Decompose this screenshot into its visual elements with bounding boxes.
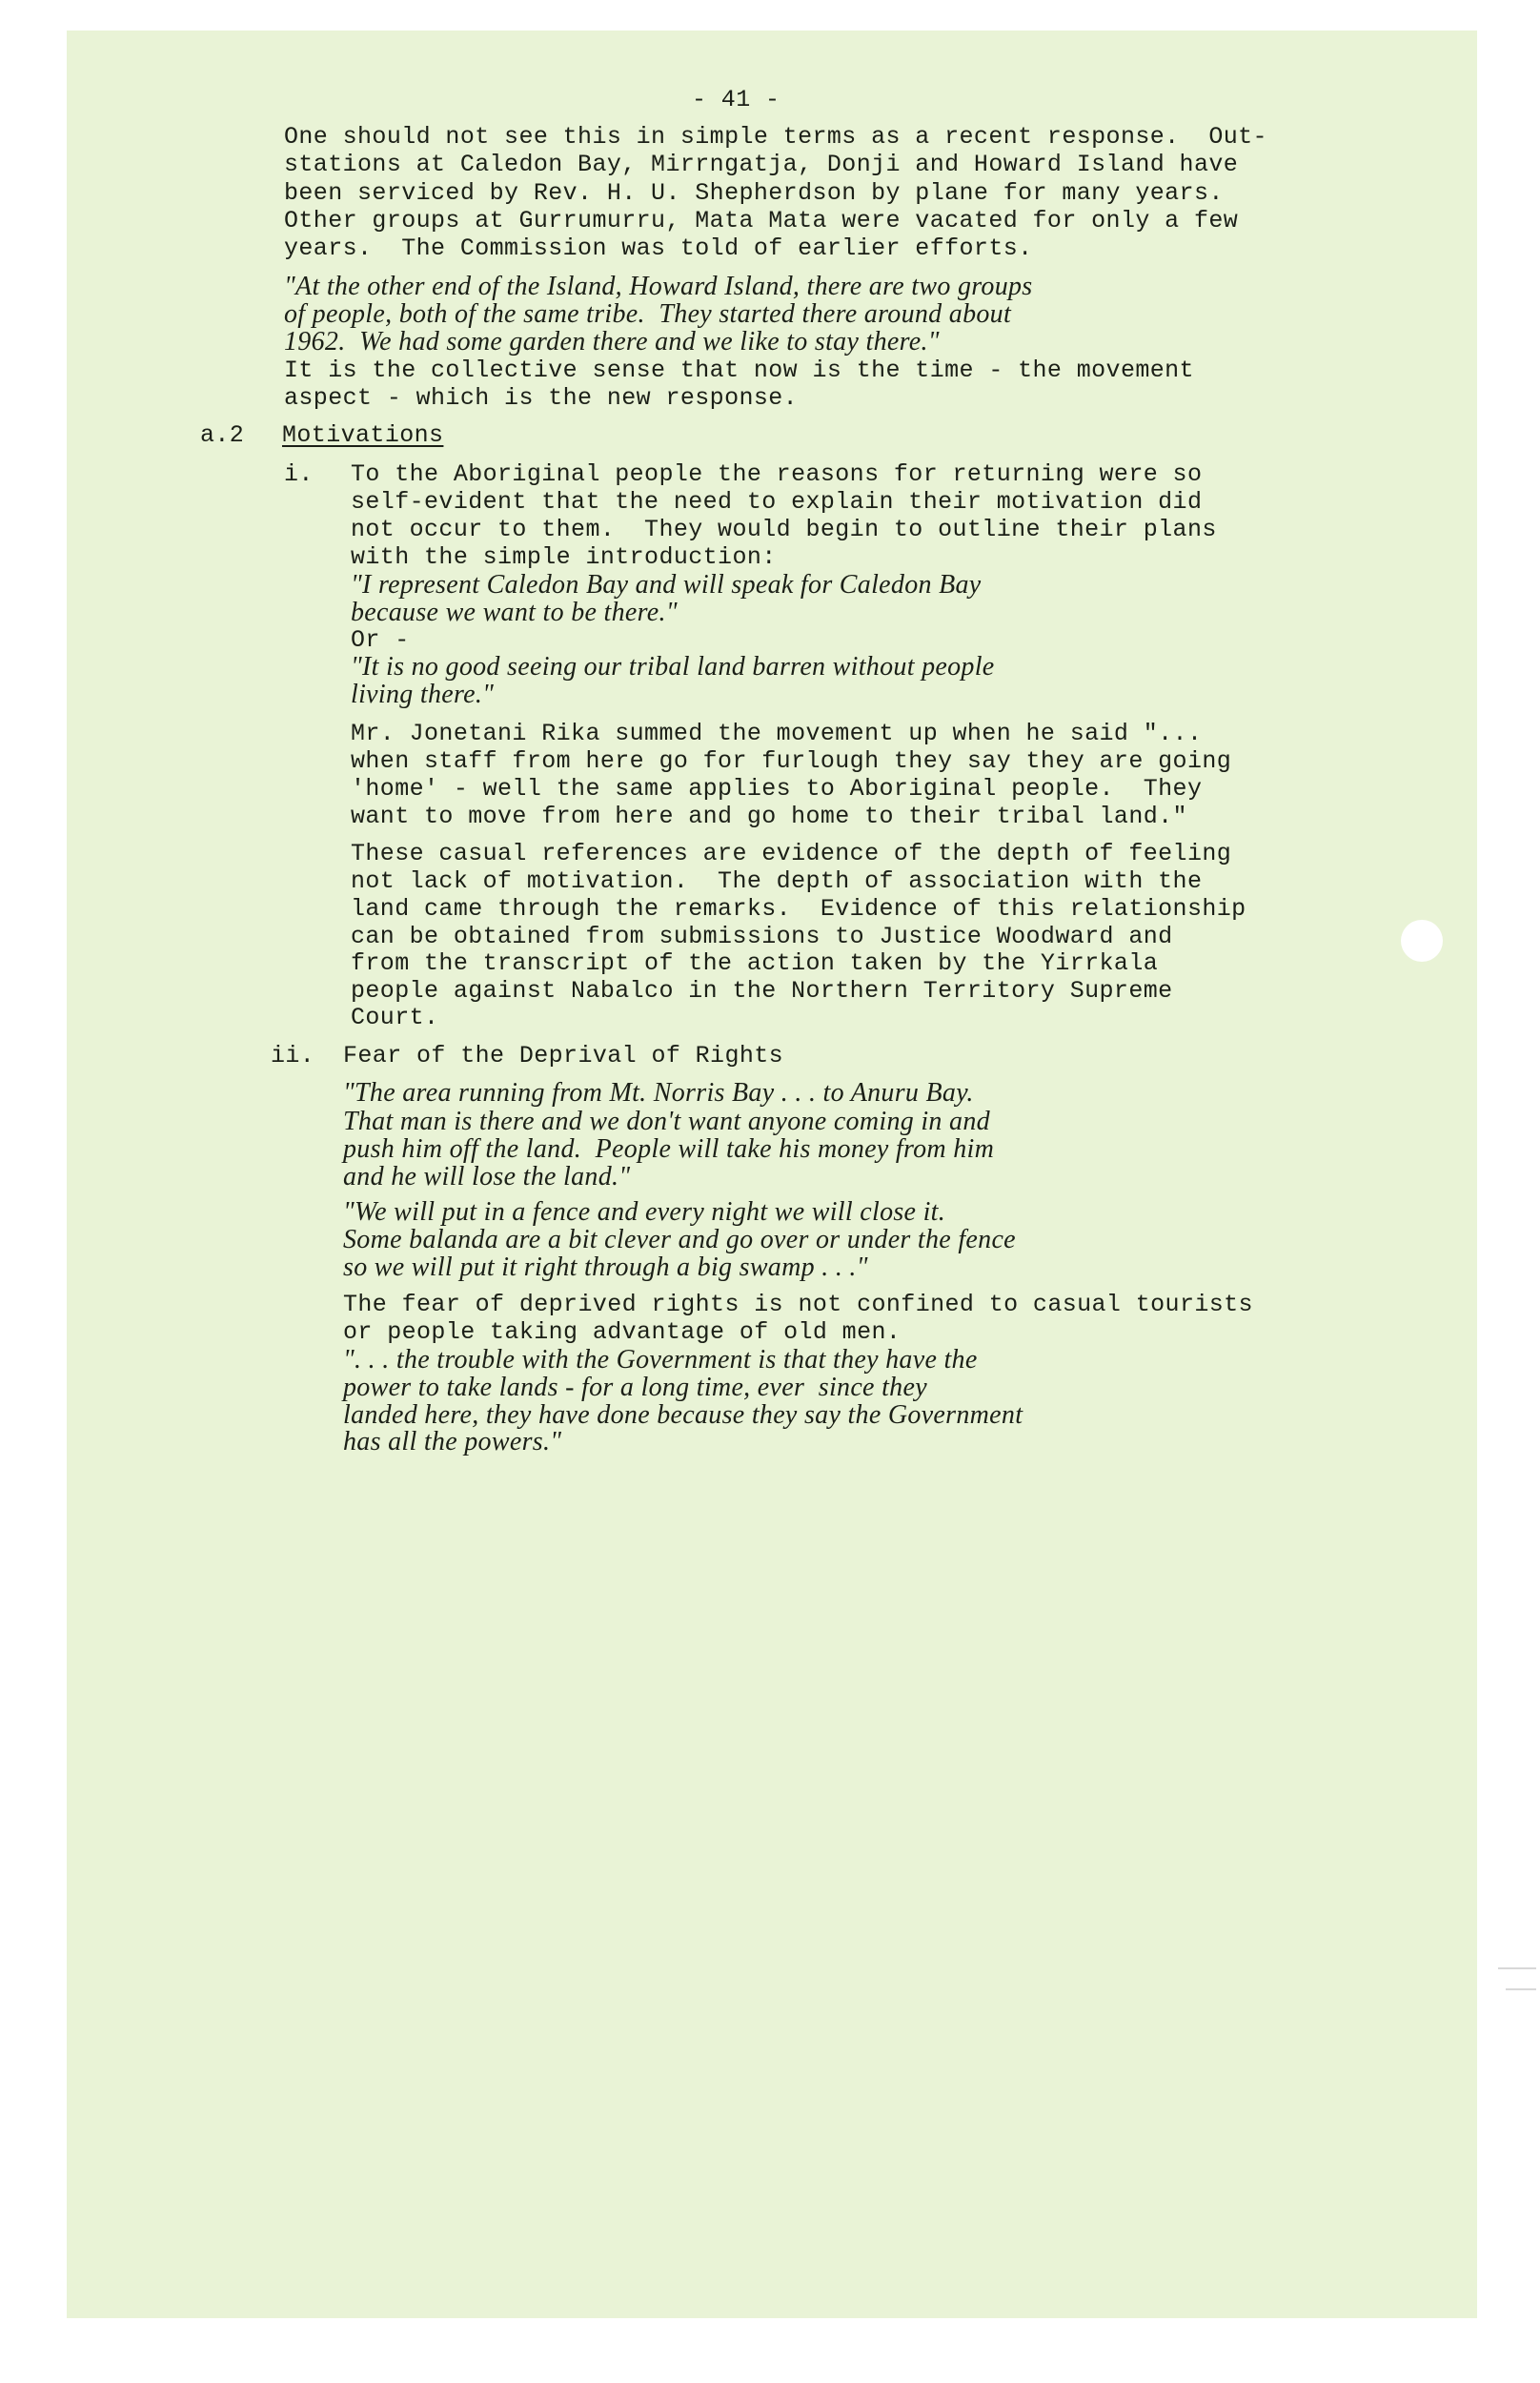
- item-i-quote2-line: living there.": [351, 680, 495, 709]
- fear-line: or people taking advantage of old men.: [343, 1318, 902, 1346]
- item-ii-quote2-line: "We will put in a fence and every night we will close it.: [343, 1197, 946, 1227]
- item-i-line: To the Aboriginal people the reasons for returning were so: [351, 460, 1203, 488]
- item-i-line: with the simple introduction:: [351, 543, 777, 571]
- section-number: a.2: [200, 421, 245, 449]
- fear-line: The fear of deprived rights is not confined to casual tourists: [343, 1291, 1253, 1318]
- edge-mark: [1506, 1988, 1536, 1990]
- item-i-line: not occur to them. They would begin to outline their plans: [351, 516, 1217, 543]
- item-ii-quote2-line: so we will put it right through a big swamp . . .": [343, 1253, 868, 1282]
- casual-line: people against Nabalco in the Northern Territory Supreme: [351, 977, 1173, 1005]
- item-ii-quote3-line: power to take lands - for a long time, ever since they: [343, 1373, 927, 1402]
- rika-quote-line: when staff from here go for furlough they say they are going: [351, 747, 1232, 775]
- item-ii-quote1-line: That man is there and we don't want anyone coming in and: [343, 1107, 990, 1136]
- casual-line: from the transcript of the action taken by the Yirrkala: [351, 949, 1159, 977]
- item-ii-quote1-line: "The area running from Mt. Norris Bay . . . to Anuru Bay.: [343, 1078, 974, 1108]
- intro-quote-line: 1962. We had some garden there and we like to stay there.": [284, 327, 940, 356]
- item-ii-quote3-line: ". . . the trouble with the Government is that they have the: [343, 1345, 978, 1375]
- casual-line: land came through the remarks. Evidence of this relationship: [351, 895, 1246, 923]
- document-page: [67, 31, 1477, 2318]
- intro-quote-line: of people, both of the same tribe. They started there around about: [284, 299, 1012, 329]
- item-ii-quote2-line: Some balanda are a bit clever and go over or under the fence: [343, 1225, 1016, 1254]
- casual-line: Court.: [351, 1004, 439, 1031]
- item-i-marker: i.: [284, 460, 314, 488]
- edge-mark: [1498, 1967, 1536, 1969]
- item-ii-quote3-line: landed here, they have done because they say the Government: [343, 1400, 1023, 1430]
- intro-line: stations at Caledon Bay, Mirrngatja, Donji and Howard Island have: [284, 151, 1239, 178]
- item-ii-heading: Fear of the Deprival of Rights: [343, 1042, 784, 1069]
- intro-line: Other groups at Gurrumurru, Mata Mata were vacated for only a few: [284, 207, 1239, 234]
- item-ii-quote1-line: and he will lose the land.": [343, 1162, 631, 1192]
- intro-closing-line: It is the collective sense that now is the time - the movement: [284, 356, 1194, 384]
- item-i-quote1-line: because we want to be there.": [351, 598, 678, 627]
- casual-line: not lack of motivation. The depth of association with the: [351, 867, 1203, 895]
- rika-quote-line: Mr. Jonetani Rika summed the movement up when he said "...: [351, 720, 1203, 747]
- intro-line: years. The Commission was told of earlier efforts.: [284, 234, 1033, 262]
- item-ii-quote3-line: has all the powers.": [343, 1427, 562, 1456]
- casual-line: These casual references are evidence of the depth of feeling: [351, 840, 1232, 867]
- intro-line: been serviced by Rev. H. U. Shepherdson by plane for many years.: [284, 179, 1224, 207]
- page-number: - 41 -: [692, 86, 780, 113]
- intro-line: One should not see this in simple terms as a recent response. Out-: [284, 123, 1267, 151]
- section-title: Motivations: [282, 421, 444, 449]
- or-text: Or -: [351, 626, 410, 654]
- item-i-line: self-evident that the need to explain their motivation did: [351, 488, 1203, 516]
- intro-quote-line: "At the other end of the Island, Howard Island, there are two groups: [284, 272, 1033, 301]
- rika-quote-line: want to move from here and go home to their tribal land.": [351, 803, 1187, 830]
- casual-line: can be obtained from submissions to Justice Woodward and: [351, 923, 1173, 950]
- item-ii-quote1-line: push him off the land. People will take his money from him: [343, 1134, 995, 1164]
- rika-quote-line: 'home' - well the same applies to Aboriginal people. They: [351, 775, 1203, 803]
- item-i-quote2-line: "It is no good seeing our tribal land barren without people: [351, 652, 995, 682]
- item-ii-marker: ii.: [271, 1042, 315, 1069]
- item-i-quote1-line: "I represent Caledon Bay and will speak for Caledon Bay: [351, 570, 982, 600]
- punch-hole: [1401, 920, 1443, 962]
- intro-closing-line: aspect - which is the new response.: [284, 384, 799, 412]
